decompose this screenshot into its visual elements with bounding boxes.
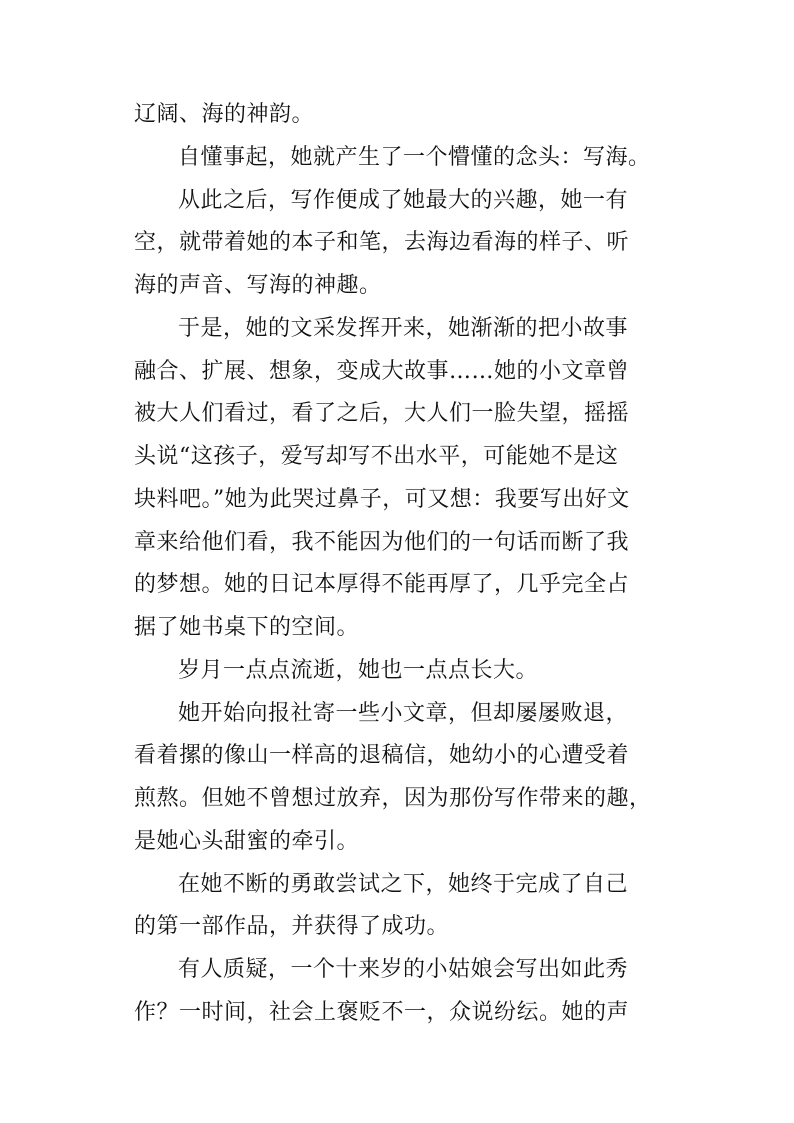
text-line-4: 空，就带着她的本子和笔，去海边看海的样子、听: [134, 230, 630, 256]
text-line-17: 煎熬。但她不曾想过放弃，因为那份写作带来的趣，: [134, 786, 652, 811]
document-body: [134, 98, 670, 1039]
text-line-9: 头说“这孩子，爱写却写不出水平，可能她不是这: [134, 444, 619, 469]
text-line-18: 是她心头甜蜜的牵引。: [134, 828, 360, 854]
text-line-3: 从此之后，写作便成了她最大的兴趣，她一有: [178, 187, 629, 213]
text-line-19: 在她不断的勇敢尝试之下，她终于完成了自己: [178, 871, 629, 897]
text-line-11: 章来给他们看，我不能因为他们的一句话而断了我: [134, 529, 630, 555]
text-line-20: 的第一部作品，并获得了成功。: [134, 914, 450, 940]
text-line-14: 岁月一点点流逝，她也一点点长大。: [178, 657, 539, 683]
text-line-1: 辽阔、海的神韵。: [134, 102, 315, 127]
text-line-13: 据了她书桌下的空间。: [134, 615, 360, 640]
text-line-6: 于是，她的文采发挥开来，她渐渐的把小故事: [178, 315, 629, 341]
text-line-10: 块料吧。”她为此哭过鼻子，可又想：我要写出好文: [134, 486, 630, 512]
text-line-22: 作？一时间，社会上褒贬不一，众说纷纭。她的声: [134, 999, 630, 1025]
text-line-8: 被大人们看过，看了之后，大人们一脸失望，摇摇: [134, 401, 630, 427]
text-line-15: 她开始向报社寄一些小文章，但却屡屡败退，: [178, 700, 629, 726]
text-line-5: 海的声音、写海的神趣。: [134, 273, 382, 298]
text-line-2: 自懂事起，她就产生了一个懵懂的念头：写海。: [178, 144, 651, 170]
text-line-16: 看着摞的像山一样高的退稿信，她幼小的心遭受着: [134, 743, 630, 769]
text-line-7: 融合、扩展、想象，变成大故事……她的小文章曾: [134, 358, 630, 384]
text-line-12: 的梦想。她的日记本厚得不能再厚了，几乎完全占: [134, 572, 630, 598]
text-line-21: 有人质疑，一个十来岁的小姑娘会写出如此秀: [178, 957, 629, 982]
